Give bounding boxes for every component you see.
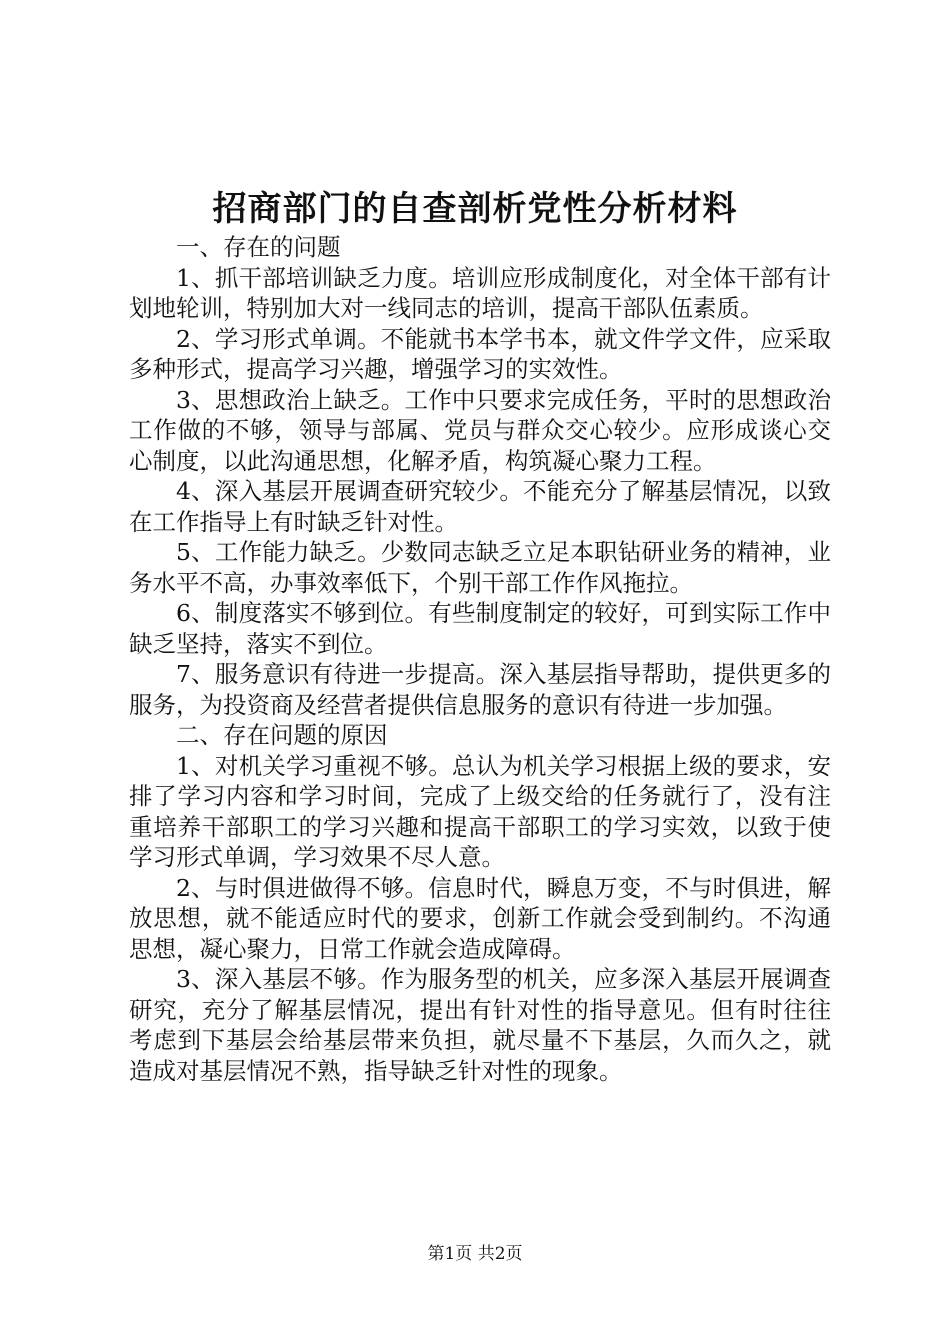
paragraph: 3、思想政治上缺乏。工作中只要求完成任务，平时的思想政治工作做的不够，领导与部属、党员与群众交心较少。应形成谈心交心制度，以此沟通思想，化解矛盾，构筑凝心聚力工程。: [129, 385, 831, 475]
section-heading: 二、存在问题的原因: [176, 721, 388, 749]
paragraph: 6、制度落实不够到位。有些制度制定的较好，可到实际工作中缺乏坚持，落实不到位。: [129, 599, 831, 658]
paragraph: 4、深入基层开展调查研究较少。不能充分了解基层情况，以致在工作指导上有时缺乏针对性。: [129, 477, 831, 536]
paragraph: 3、深入基层不够。作为服务型的机关，应多深入基层开展调查研究，充分了解基层情况，提出有针对性的指导意见。但有时往往考虑到下基层会给基层带来负担，就尽量不下基层，久而久之，就造成对基层情况不熟，指导缺乏针对性的现象。: [129, 965, 831, 1085]
paragraph: 2、学习形式单调。不能就书本学书本，就文件学文件，应采取多种形式，提高学习兴趣，增强学习的实效性。: [129, 324, 831, 383]
document-title: 招商部门的自查剖析党性分析材料: [212, 189, 738, 229]
paragraph: 7、服务意识有待进一步提高。深入基层指导帮助，提供更多的服务，为投资商及经营者提供信息服务的意识有待进一步加强。: [129, 660, 831, 719]
section-heading: 一、存在的问题: [176, 233, 341, 261]
paragraph: 5、工作能力缺乏。少数同志缺乏立足本职钻研业务的精神，业务水平不高，办事效率低下，个别干部工作作风拖拉。: [129, 538, 831, 597]
paragraph: 1、抓干部培训缺乏力度。培训应形成制度化，对全体干部有计划地轮训，特别加大对一线同志的培训，提高干部队伍素质。: [129, 263, 831, 322]
paragraph: 2、与时俱进做得不够。信息时代，瞬息万变，不与时俱进，解放思想，就不能适应时代的要求，创新工作就会受到制约。不沟通思想，凝心聚力，日常工作就会造成障碍。: [129, 873, 831, 963]
document-body: [129, 232, 831, 1086]
page-footer: 第1页 共2页: [427, 1244, 523, 1264]
paragraph: 1、对机关学习重视不够。总认为机关学习根据上级的要求，安排了学习内容和学习时间，完成了上级交给的任务就行了，没有注重培养干部职工的学习兴趣和提高干部职工的学习实效，以致于使学习形式单调，学习效果不尽人意。: [129, 751, 831, 871]
